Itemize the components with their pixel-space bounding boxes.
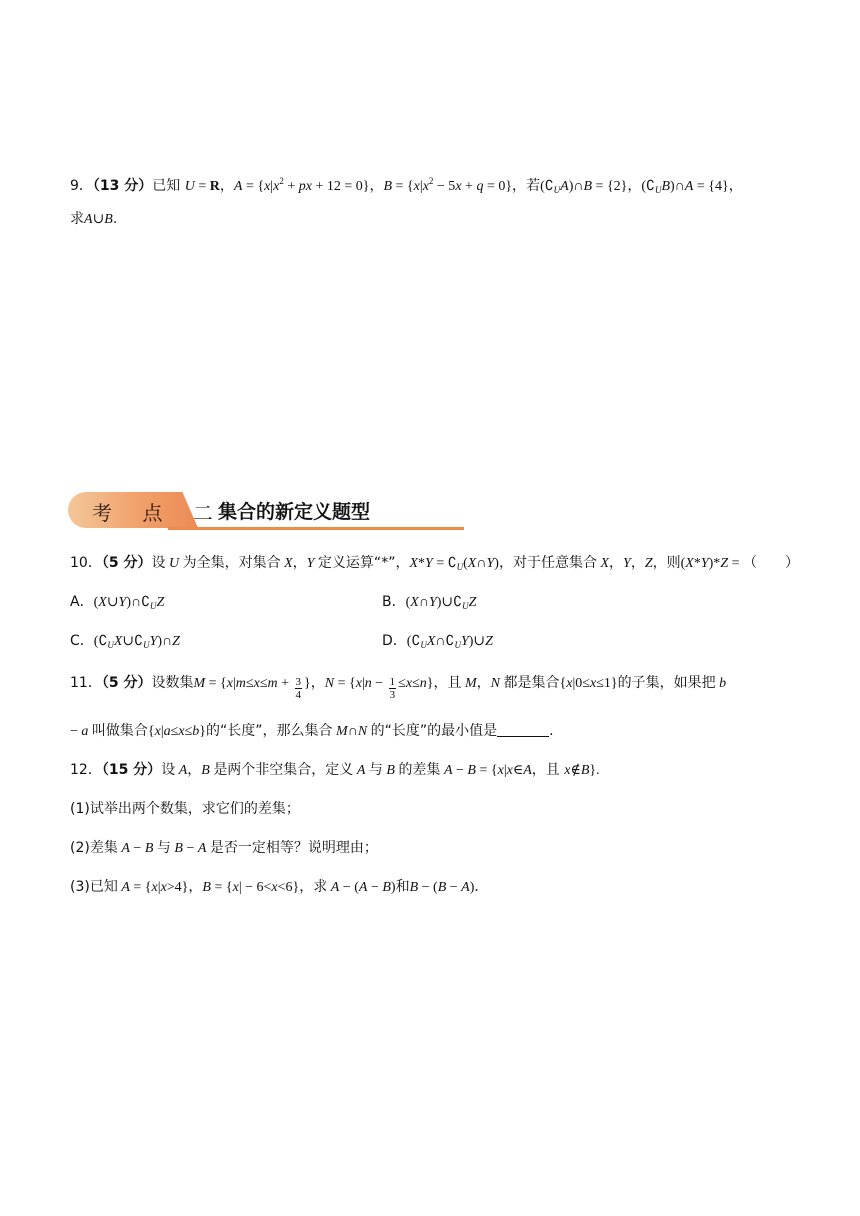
section-title: 集合的新定义题型 [218,501,371,523]
q10-option-c[interactable]: C．$(∁_UX\cup∁_UY)\cap Z$ [70,633,180,650]
q10-option-d[interactable]: D．$(∁_UX\cap∁_UY)\cup Z$ [382,633,493,650]
q11-answer-blank[interactable] [497,723,549,737]
q10-option-b[interactable]: B．$(X\cap Y)\cup∁_UZ$ [382,594,477,611]
q11-line1: 11．（5 分）设数集M = {x|m≤x≤m + $\frac{3}{4}$ }，N = {x|n − $\frac{1}{3}$ ≤x≤n}，且 M，N 都是集合{x|0≤x≤1}的子集，如果把 b [70,675,727,701]
section-underline [168,527,464,530]
q9-line2: 求A∪B. [70,211,118,227]
q12-part2: (2)差集 A − B 与 B − A 是否一定相等？说明理由； [70,840,378,856]
section-header [68,490,464,532]
section-tab-label: 考 点 二 [92,501,225,525]
q10-stem: 10．（5 分）设 U 为全集，对集合 X，Y 定义运算“*”，$X*Y = ∁_U(X\cap Y)$，对于任意集合 X，Y，Z，则(X*Y)*Z = （ ） [70,555,800,572]
q11-line2: − a 叫做集合{x|a≤x≤b}的“长度”，那么集合 M∩N 的“长度”的最小值是 . [70,723,554,739]
q12-stem: 12．（15 分）设 A，B 是两个非空集合，定义 A 与 B 的差集 A − B = {x|x∈A，且 x∉B}. [70,762,600,778]
q10-option-a[interactable]: A．$(X\cup Y)\cap∁_UZ$ [70,594,165,611]
q12-part1: (1)试举出两个数集，求它们的差集； [70,801,300,817]
q9-line1: 9．（13 分）已知 U = R，$A = \{x|x^2$ + px + 12 = 0}，$B = \{x|x^2 - 5x + q = 0\}$，若$(∁_UA)\cap B = \{2\}$，$(∁_UB)\cap A = \{4\}$， [70,176,743,195]
q12-part3: (3)已知 A = {x|x>4}，B = {x| − 6<x<6}，求 A − (A − B)和B − (B − A)． [70,879,489,895]
